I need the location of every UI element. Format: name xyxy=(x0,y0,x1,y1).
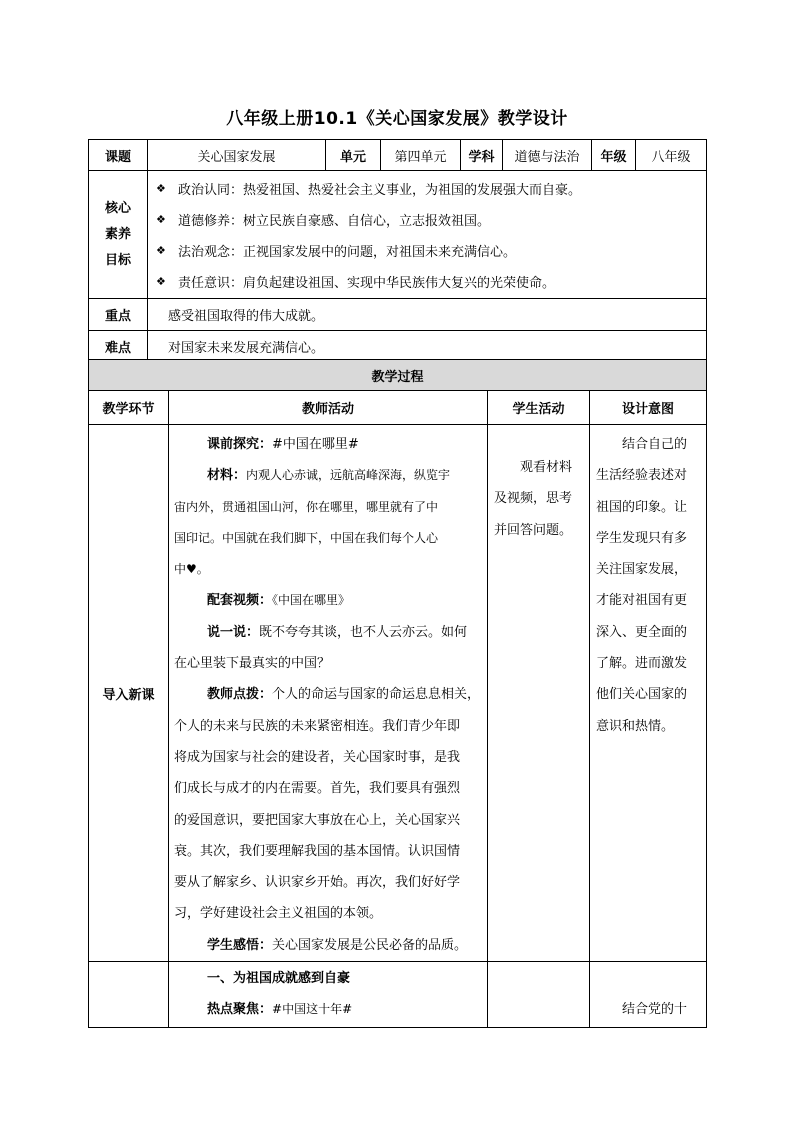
student-activity xyxy=(488,962,590,1028)
info-table xyxy=(88,139,707,363)
goal-item xyxy=(148,235,706,266)
teacher-line: 在心里装下最真实的中国？ xyxy=(174,656,331,672)
student-line: 并回答问题。 xyxy=(494,522,573,538)
intent-line: 了解。进而激发 xyxy=(596,656,688,672)
intent-line: 意识和热情。 xyxy=(596,718,675,734)
unit-value: 第四单元 xyxy=(381,140,461,171)
diamond-bullet-icon: ❖ xyxy=(156,274,166,288)
teacher-line: 习，学好建设社会主义祖国的本领。 xyxy=(174,906,383,922)
teacher-line: 个人的未来与民族的未来紧密相连。我们青少年即 xyxy=(174,718,461,734)
process-header-row xyxy=(89,391,707,425)
intent-line: 结合党的十 xyxy=(622,1002,688,1018)
header-student: 学生活动 xyxy=(488,391,590,425)
process-title: 教学过程 xyxy=(89,360,707,391)
stage-row xyxy=(89,425,707,962)
intent-line: 结合自己的 xyxy=(622,437,688,452)
intent-line: 生活经验表述对 xyxy=(596,468,688,484)
header-stage: 教学环节 xyxy=(89,391,169,425)
intent-line: 关注国家发展， xyxy=(596,562,688,578)
teacher-line: 衰。其次，我们要理解我国的基本国情。认识国情 xyxy=(174,843,461,859)
stage-row xyxy=(89,962,707,1028)
grade-label: 年级 xyxy=(592,140,636,171)
core-goals-list xyxy=(148,171,707,299)
intent-line: 才能对祖国有更 xyxy=(596,593,688,609)
key-point-row xyxy=(89,299,707,331)
goal-text: 法治观念：正视国家发展中的问题，对祖国未来充满信心。 xyxy=(178,244,517,260)
core-goals-row xyxy=(89,171,707,299)
stage-name: 导入新课 xyxy=(89,425,169,962)
key-point-value: 感受祖国取得的伟大成就。 xyxy=(148,299,707,331)
teacher-line: 们成长与成才的内在需要。首先，我们要具有强烈 xyxy=(174,781,461,797)
goal-text: 责任意识：肩负起建设祖国、实现中华民族伟大复兴的光荣使命。 xyxy=(178,275,556,291)
process-table xyxy=(88,359,707,1028)
teacher-activity: 课前探究：#中国在哪里# 材料：内观人心赤诚，远航高峰深海，纵览宇 宙内外，贯通祖国山河，你在哪里，哪里就有了中 国印记。中国就在我们脚下，中国在我们每个人心 中♥。 配套视频：《中国在哪里》 说一说：既不夸夸其谈，也不人云亦云。如何 在心里装下最真实的中国？ 教师点拨：个人的命运与国家的命运息息相关， 个人的未来与民族的未来紧密相连。我们青少年即 将成为国家与社会的建设者，关心国家时事，是我 们成长与成才的内在需要。首先，我们要具有强烈 的爱国意识，要把国家大事放在心上，关心国家兴 衰。其次，我们要理解我国的基本国情。认识国情 要从了解家乡、认识家乡开始。再次，我们好好学 习，学好建设社会主义祖国的本领。 学生感悟：关心国家发展是公民必备的品质。 xyxy=(169,425,488,962)
teacher-line: 的爱国意识，要把国家大事放在心上，关心国家兴 xyxy=(174,812,461,828)
teacher-line: 将成为国家与社会的建设者，关心国家时事，是我 xyxy=(174,749,461,765)
topic-label: 课题 xyxy=(89,140,148,171)
core-label-line: 核心 xyxy=(104,200,131,216)
header-teacher: 教师活动 xyxy=(169,391,488,425)
unit-label: 单元 xyxy=(326,140,381,171)
student-line: 观看材料 xyxy=(520,460,573,475)
stage-name-empty xyxy=(89,962,169,1028)
material-line: 中♥。 xyxy=(174,562,209,577)
design-intent xyxy=(590,962,707,1028)
info-row xyxy=(89,140,707,171)
intent-line: 祖国的印象。让 xyxy=(596,499,688,515)
student-line: 及视频，思考 xyxy=(494,491,573,507)
goal-item xyxy=(148,266,706,297)
header-intent: 设计意图 xyxy=(590,391,707,425)
subject-label: 学科 xyxy=(461,140,503,171)
goal-text: 政治认同：热爱祖国、热爱社会主义事业，为祖国的发展强大而自豪。 xyxy=(178,182,582,198)
design-intent xyxy=(590,425,707,962)
topic-value: 关心国家发展 xyxy=(148,140,326,171)
teacher-activity: 一、为祖国成就感到自豪 热点聚焦：#中国这十年# xyxy=(169,962,488,1028)
intent-line: 学生发现只有多 xyxy=(596,530,688,546)
subject-value: 道德与法治 xyxy=(503,140,592,171)
grade-value: 八年级 xyxy=(636,140,707,171)
key-point-label: 重点 xyxy=(89,299,148,331)
material-line: 国印记。中国就在我们脚下，中国在我们每个人心 xyxy=(174,530,439,545)
goal-item xyxy=(148,204,706,235)
diamond-bullet-icon: ❖ xyxy=(156,243,166,257)
intent-line: 深入、更全面的 xyxy=(596,624,688,640)
difficult-point-label: 难点 xyxy=(89,331,148,363)
core-goals-label xyxy=(89,171,148,299)
student-activity xyxy=(488,425,590,962)
material-line: 宙内外，贯通祖国山河，你在哪里，哪里就有了中 xyxy=(174,499,439,514)
core-label-line: 目标 xyxy=(104,252,131,268)
document-title: 八年级上册10.1《关心国家发展》教学设计 xyxy=(226,109,568,129)
diamond-bullet-icon: ❖ xyxy=(156,212,166,226)
teacher-line: 要从了解家乡、认识家乡开始。再次，我们好好学 xyxy=(174,875,461,891)
goal-text: 道德修养：树立民族自豪感、自信心，立志报效祖国。 xyxy=(178,213,491,229)
section-heading: 一、为祖国成就感到自豪 xyxy=(207,971,351,987)
intent-line: 他们关心国家的 xyxy=(596,687,688,703)
goal-item xyxy=(148,173,706,204)
core-label-line: 素养 xyxy=(104,226,131,242)
difficult-point-row xyxy=(89,331,707,363)
diamond-bullet-icon: ❖ xyxy=(156,181,166,195)
difficult-point-value: 对国家未来发展充满信心。 xyxy=(148,331,707,363)
